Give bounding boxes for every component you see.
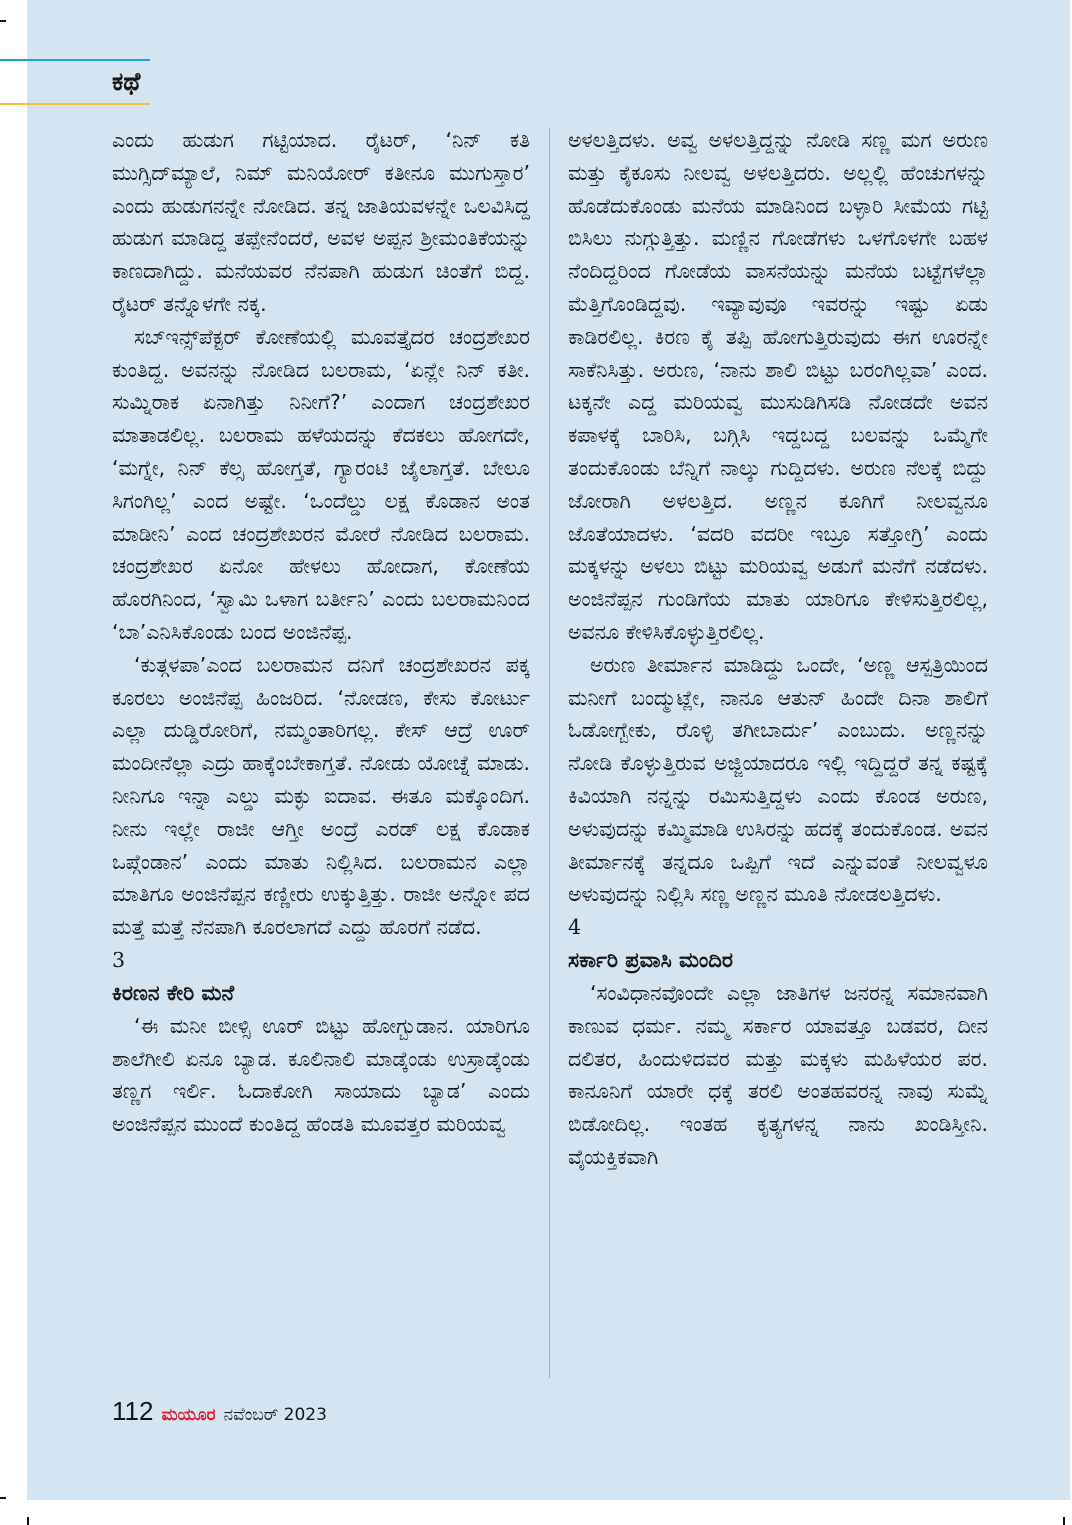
paragraph: ‘ಈ ಮನೀ ಬೀಳ್ಸಿ ಊರ್ ಬಿಟ್ಟು ಹೋಗ್ಬುಡಾನ. ಯಾರಿಗೂ ಶಾಲೆಗೀಲಿ ಏನೂ ಬ್ಯಾಡ. ಕೂಲಿನಾಲಿ ಮಾಡ್ಕೆಂಡು ಉಸ್ರಾಡ್ಕೆಂಡು ತಣ್ಣಗ ಇರ್ಲಿ. ಓದಾಕೋಗಿ ಸಾಯಾದು ಬ್ಯಾಡ’ ಎಂದು ಅಂಜಿನೆಪ್ಪನ ಮುಂದೆ ಕುಂತಿದ್ದ ಹೆಂಡತಿ ಮೂವತ್ತರ ಮರಿಯವ್ವ bbox=[112, 1013, 530, 1137]
column-divider bbox=[549, 128, 550, 1378]
paragraph: ಅಳಲತ್ತಿದಳು. ಅವ್ವ ಅಳಲತ್ತಿದ್ದನ್ನು ನೋಡಿ ಸಣ್ಣ ಮಗ ಅರುಣ ಮತ್ತು ಕೈಕೂಸು ನೀಲವ್ವ ಅಳಲತ್ತಿದರು. ಅಲ್ಲಲ್ಲಿ ಹೆಂಚುಗಳನ್ನು ಹೊಡೆದುಕೊಂಡು ಮನೆಯ ಮಾಡಿನಿಂದ ಬಳ್ಳಾರಿ ಸೀಮೆಯ ಗಟ್ಟಿ ಬಿಸಿಲು ನುಗ್ಗುತ್ತಿತ್ತು. ಮಣ್ಣಿನ ಗೋಡೆಗಳು ಒಳಗೊಳಗೇ ಬಹಳ ನೆಂದಿದ್ದರಿಂದ ಗೋಡೆಯ ವಾಸನೆಯನ್ನು ಮನೆಯ ಬಟ್ಟೆಗಳೆಲ್ಲಾ ಮೆತ್ತಿಗೊಂಡಿದ್ದವು. ಇವ್ಯಾವುವೂ ಇವರನ್ನು ಇಷ್ಟು ಏಡು ಕಾಡಿರಲಿಲ್ಲ. ಕಿರಣ ಕೈ ತಪ್ಪಿ ಹೋಗುತ್ತಿರುವುದು ಈಗ ಊರನ್ನೇ ಸಾಕೆನಿಸಿತ್ತು. ಅರುಣ, ‘ನಾನು ಶಾಲಿ ಬಿಟ್ಟು ಬರಂಗಿಲ್ಲವಾ’ ಎಂದ. ಟಕ್ಕನೇ ಎದ್ದ ಮರಿಯವ್ವ ಮುಸುಡಿಗಿಸಡಿ ನೋಡದೇ ಅವನ ಕಪಾಳಕ್ಕೆ ಬಾರಿಸಿ, ಬಗ್ಗಿಸಿ ಇದ್ದಬದ್ದ ಬಲವನ್ನು ಒಮ್ಮೆಗೇ ತಂದುಕೊಂಡು ಬೆನ್ನಿಗೆ ನಾಲ್ಕು ಗುದ್ದಿದಳು. ಅರುಣ ನೆಲಕ್ಕೆ ಬಿದ್ದು ಜೋರಾಗಿ ಅಳಲತ್ತಿದ. ಅಣ್ಣನ ಕೂಗಿಗೆ ನೀಲವ್ವನೂ ಜೊತೆಯಾದಳು. ‘ವದರಿ ವದರೀ ಇಬ್ರೂ ಸತ್ತೋಗ್ರಿ’ ಎಂದು ಮಕ್ಕಳನ್ನು ಅಳಲು ಬಿಟ್ಟು ಮರಿಯವ್ವ ಅಡುಗೆ ಮನೆಗೆ ನಡೆದಳು. ಅಂಜಿನೆಪ್ಪನ ಗುಂಡಿಗೆಯ ಮಾತು ಯಾರಿಗೂ ಕೇಳಿಸುತ್ತಿರಲಿಲ್ಲ, ಅವನೂ ಕೇಳಿಸಿಕೊಳ್ಳುತ್ತಿರಲಿಲ್ಲ. bbox=[568, 128, 988, 644]
paragraph: ‘ಕುತ್ಗಳಪಾ’ಎಂದ ಬಲರಾಮನ ದನಿಗೆ ಚಂದ್ರಶೇಖರನ ಪಕ್ಕ ಕೂರಲು ಅಂಜಿನೆಪ್ಪ ಹಿಂಜರಿದ. ‘ನೋಡಣ, ಕೇಸು ಕೋರ್ಟು ಎಲ್ಲಾ ದುಡ್ಡಿರೋರಿಗೆ, ನಮ್ಮಂತಾರಿಗಲ್ಲ. ಕೇಸ್ ಆದ್ರೆ ಊರ್ ಮಂದೀನೆಲ್ಲಾ ಎದ್ರು ಹಾಕ್ಕೆಂಬೇಕಾಗ್ತತೆ. ನೋಡು ಯೋಚ್ನೆ ಮಾಡು. ನೀನಿಗೂ ಇನ್ನಾ ಎಲ್ಡು ಮಕ್ಳು ಐದಾವ. ಈತೂ ಮಕ್ಕೊಂದಿಗ. ನೀನು ಇಲ್ಲೇ ರಾಜೀ ಆಗ್ತೀ ಅಂದ್ರೆ ಎರಡ್ ಲಕ್ಷ ಕೊಡಾಕ ಒಪ್ಗೆಂಡಾನ’ ಎಂದು ಮಾತು ನಿಲ್ಲಿಸಿದ. ಬಲರಾಮನ ಎಲ್ಲಾ ಮಾತಿಗೂ ಅಂಜಿನೆಪ್ಪನ ಕಣ್ಣೀರು ಉಕ್ಕುತ್ತಿತ್ತು. ರಾಜೀ ಅನ್ನೋ ಪದ ಮತ್ತೆ ಮತ್ತೆ ನೆನಪಾಗಿ ಕೂರಲಾಗದೆ ಎದ್ದು ಹೊರಗೆ ನಡೆದ. bbox=[112, 652, 530, 940]
crop-mark-bottom-right bbox=[1063, 1517, 1065, 1525]
section-label: ಕಥೆ bbox=[112, 67, 141, 96]
page-number: 112 bbox=[112, 1396, 154, 1426]
crop-mark-left-bottom bbox=[0, 1497, 6, 1499]
paragraph: ಸಬ್‌ಇನ್ಸ್‌ಪೆಕ್ಟರ್ ಕೋಣೆಯಲ್ಲಿ ಮೂವತ್ತೈದರ ಚಂದ್ರಶೇಖರ ಕುಂತಿದ್ದ. ಅವನನ್ನು ನೋಡಿದ ಬಲರಾಮ, ‘ಏನ್ಲೇ ನಿನ್ ಕತೀ. ಸುಮ್ನಿರಾಕ ಏನಾಗಿತ್ತು ನಿನೀಗೆ?’ ಎಂದಾಗ ಚಂದ್ರಶೇಖರ ಮಾತಾಡಲಿಲ್ಲ. ಬಲರಾಮ ಹಳೆಯದನ್ನು ಕೆದಕಲು ಹೋಗದೇ, ‘ಮಗ್ನೇ, ನಿನ್ ಕೆಲ್ಸ ಹೋಗ್ತತೆ, ಗ್ಯಾರಂಟಿ ಜೈಲಾಗ್ತತೆ. ಬೇಲೂ ಸಿಗಂಗಿಲ್ಲ’ ಎಂದ ಅಷ್ಟೇ. ‘ಒಂದೆಲ್ಡು ಲಕ್ಷ ಕೊಡಾನ ಅಂತ ಮಾಡೀನಿ’ ಎಂದ ಚಂದ್ರಶೇಖರನ ಮೋರೆ ನೋಡಿದ ಬಲರಾಮ. ಚಂದ್ರಶೇಖರ ಏನೋ ಹೇಳಲು ಹೋದಾಗ, ಕೋಣೆಯ ಹೊರಗಿನಿಂದ, ‘ಸ್ವಾಮಿ ಒಳಾಗ ಬರ್ತೀನಿ’ ಎಂದು ಬಲರಾಮನಿಂದ ‘ಬಾ’ಎನಿಸಿಕೊಂಡು ಬಂದ ಅಂಜಿನೆಪ್ಪ. bbox=[112, 324, 530, 644]
header-rule-bottom bbox=[0, 103, 150, 105]
crop-mark-bottom-left bbox=[27, 1517, 29, 1525]
section-heading: ಕಿರಣನ ಕೇರಿ ಮನೆ bbox=[112, 980, 235, 1005]
header-rule-top bbox=[0, 59, 150, 61]
page-footer bbox=[112, 1396, 327, 1430]
magazine-logo: ಮಯೂರ bbox=[161, 1405, 216, 1425]
paragraph: ‘ಸಂವಿಧಾನವೊಂದೇ ಎಲ್ಲಾ ಜಾತಿಗಳ ಜನರನ್ನ ಸಮಾನವಾಗಿ ಕಾಣುವ ಧರ್ಮ. ನಮ್ಮ ಸರ್ಕಾರ ಯಾವತ್ತೂ ಬಡವರ, ದೀನ ದಲಿತರ, ಹಿಂದುಳಿದವರ ಮತ್ತು ಮಕ್ಕಳು ಮಹಿಳೆಯರ ಪರ. ಕಾನೂನಿಗೆ ಯಾರೇ ಧಕ್ಕೆ ತರಲಿ ಅಂತಹವರನ್ನ ನಾವು ಸುಮ್ನೆ ಬಿಡೋದಿಲ್ಲ. ಇಂತಹ ಕೃತ್ಯಗಳನ್ನ ನಾನು ಖಂಡಿಸ್ತೀನಿ. ವೈಯಕ್ತಿಕವಾಗಿ bbox=[568, 980, 988, 1169]
crop-mark-top-left bbox=[0, 20, 6, 22]
section-number: 4 bbox=[568, 915, 582, 940]
section-heading: ಸರ್ಕಾರಿ ಪ್ರವಾಸಿ ಮಂದಿರ bbox=[568, 947, 733, 972]
issue-date: ನವೆಂಬರ್ 2023 bbox=[223, 1405, 327, 1425]
paragraph: ಎಂದು ಹುಡುಗ ಗಟ್ಟಿಯಾದ. ರೈಟರ್, ‘ನಿನ್ ಕತಿ ಮುಗ್ಸಿದ್‌ಮ್ಯಾಲೆ, ನಿಮ್ ಮನಿಯೋರ್ ಕತೀನೂ ಮುಗುಸ್ತಾರ’ ಎಂದು ಹುಡುಗನನ್ನೇ ನೋಡಿದ. ತನ್ನ ಜಾತಿಯವಳನ್ನೇ ಒಲವಿಸಿದ್ದ ಹುಡುಗ ಮಾಡಿದ್ದ ತಪ್ಪೇನೆಂದರೆ, ಅವಳ ಅಪ್ಪನ ಶ್ರೀಮಂತಿಕೆಯನ್ನು ಕಾಣದಾಗಿದ್ದು. ಮನೆಯವರ ನೆನಪಾಗಿ ಹುಡುಗ ಚಿಂತೆಗೆ ಬಿದ್ದ. ರೈಟರ್ ತನ್ನೊಳಗೇ ನಕ್ಕ. bbox=[112, 128, 530, 316]
text-column-left bbox=[112, 124, 530, 1141]
text-column-right bbox=[568, 124, 988, 1174]
paragraph: ಅರುಣ ತೀರ್ಮಾನ ಮಾಡಿದ್ದು ಒಂದೇ, ‘ಅಣ್ಣ ಆಸ್ಪತ್ರಿಯಿಂದ ಮನೀಗೆ ಬಂದ್ಮುಟ್ಲೇ, ನಾನೂ ಆತುನ್ ಹಿಂದೇ ದಿನಾ ಶಾಲಿಗೆ ಓಡೋಗ್ಬೇಕು, ರೊಳ್ಳಿ ತಗೀಬಾರ್ದು’ ಎಂಬುದು. ಅಣ್ಣನನ್ನು ನೋಡಿ ಕೊಳ್ಳುತ್ತಿರುವ ಅಜ್ಜಿಯಾದರೂ ಇಲ್ಲಿ ಇದ್ದಿದ್ದರೆ ತನ್ನ ಕಷ್ಟಕ್ಕೆ ಕಿವಿಯಾಗಿ ನನ್ನನ್ನು ರಮಿಸುತ್ತಿದ್ದಳು ಎಂದು ಕೊಂಡ ಅರುಣ, ಅಳುವುದನ್ನು ಕಮ್ಮಿಮಾಡಿ ಉಸಿರನ್ನು ಹದಕ್ಕೆ ತಂದುಕೊಂಡ. ಅವನ ತೀರ್ಮಾನಕ್ಕೆ ತನ್ನದೂ ಒಪ್ಪಿಗೆ ಇದೆ ಎನ್ನುವಂತೆ ನೀಲವ್ವಳೂ ಅಳುವುದನ್ನು ನಿಲ್ಲಿಸಿ ಸಣ್ಣ ಅಣ್ಣನ ಮೂತಿ ನೋಡಲತ್ತಿದಳು. bbox=[568, 652, 988, 907]
section-number: 3 bbox=[112, 947, 126, 972]
